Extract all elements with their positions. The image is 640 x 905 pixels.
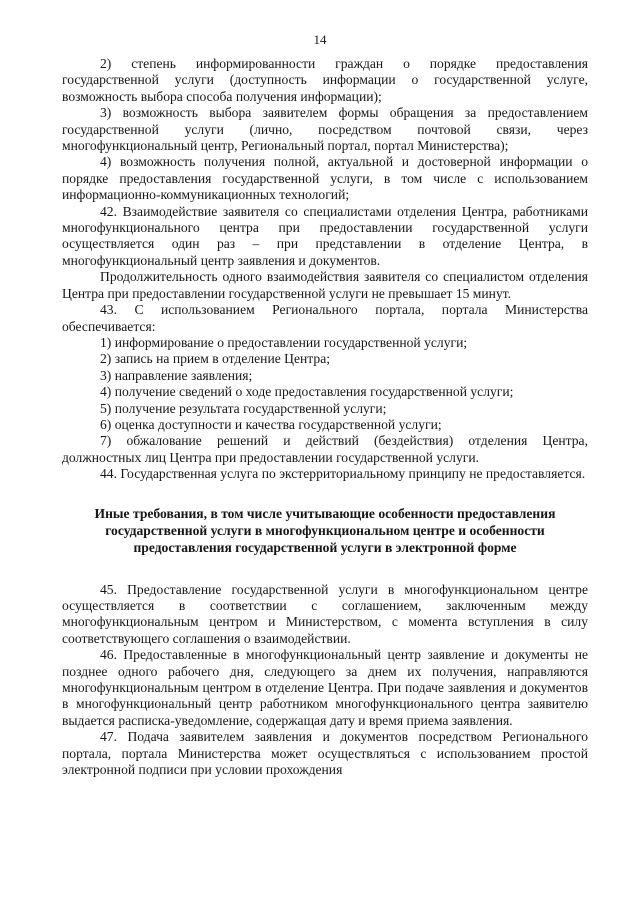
paragraph: 42. Взаимодействие заявителя со специалистами отделения Центра, работниками многофункционального центра при предоставлении государственной услуги осуществляется один раз – при представлении в отделение Центра, в многофункциональный центр заявления и документов. <box>62 203 588 268</box>
paragraph: 46. Предоставленные в многофункциональный центр заявление и документы не позднее одного рабочего дня, следующего за днем их получения, направляются многофункциональным центром в отделение Центра. При подаче заявления и документов в многофункциональный центр работником многофункционального центра заявителю выдается расписка-уведомление, содержащая дату и время приема заявления. <box>62 647 588 728</box>
list-item: 3) направление заявления; <box>100 367 253 383</box>
list-item: 5) получение результата государственной услуги; <box>100 400 387 416</box>
list-item: 7) обжалование решений и действий (бездействия) отделения Центра, должностных лиц Центра при предоставлении государственной услуги. <box>62 433 588 465</box>
paragraph: 45. Предоставление государственной услуги в многофункциональном центре осуществляется в соответствии с соглашением, заключенным между многофункциональным центром и Министерством, с момента вступления в силу соответствующего соглашения о взаимодействии. <box>62 581 588 646</box>
page-number: 14 <box>313 32 327 47</box>
list-item: 1) информирование о предоставлении государственной услуги; <box>100 334 468 350</box>
paragraph: 43. С использованием Регионального портала, портала Министерства обеспечивается: <box>62 302 588 334</box>
paragraph: Продолжительность одного взаимодействия заявителя со специалистом отделения Центра при предоставлении государственной услуги не превышает 15 минут. <box>62 269 588 301</box>
list-item: 6) оценка доступности и качества государственной услуги; <box>100 416 442 432</box>
paragraph: 4) возможность получения полной, актуальной и достоверной информации о порядке предоставления государственной услуги, в том числе с использованием информационно-коммуникационных технологий; <box>62 154 588 203</box>
paragraph: 2) степень информированности граждан о порядке предоставления государственной услуги (доступность информации о государственной услуге, возможность выбора способа получения информации); <box>62 56 588 104</box>
list-item: 2) запись на прием в отделение Центра; <box>100 351 330 367</box>
section-heading: Иные требования, в том числе учитывающие особенности предоставления государственной услуги в многофункциональном центре и особенности предоставления государственной услуги в электронной форме <box>94 505 556 555</box>
paragraph: 44. Государственная услуга по экстерриториальному принципу не предоставляется. <box>100 466 586 482</box>
paragraph: 47. Подача заявителем заявления и документов посредством Регионального портала, портала Министерства может осуществляться с использованием простой электронной подписи при условии прохождения <box>62 729 588 778</box>
list-item: 4) получение сведений о ходе предоставления государственной услуги; <box>100 384 514 400</box>
document-body <box>62 56 588 778</box>
paragraph: 3) возможность выбора заявителем формы обращения за предоставлением государственной услуги (лично, посредством почтовой связи, через многофункциональный центр, Региональный портал, портал Министерства); <box>62 105 588 154</box>
